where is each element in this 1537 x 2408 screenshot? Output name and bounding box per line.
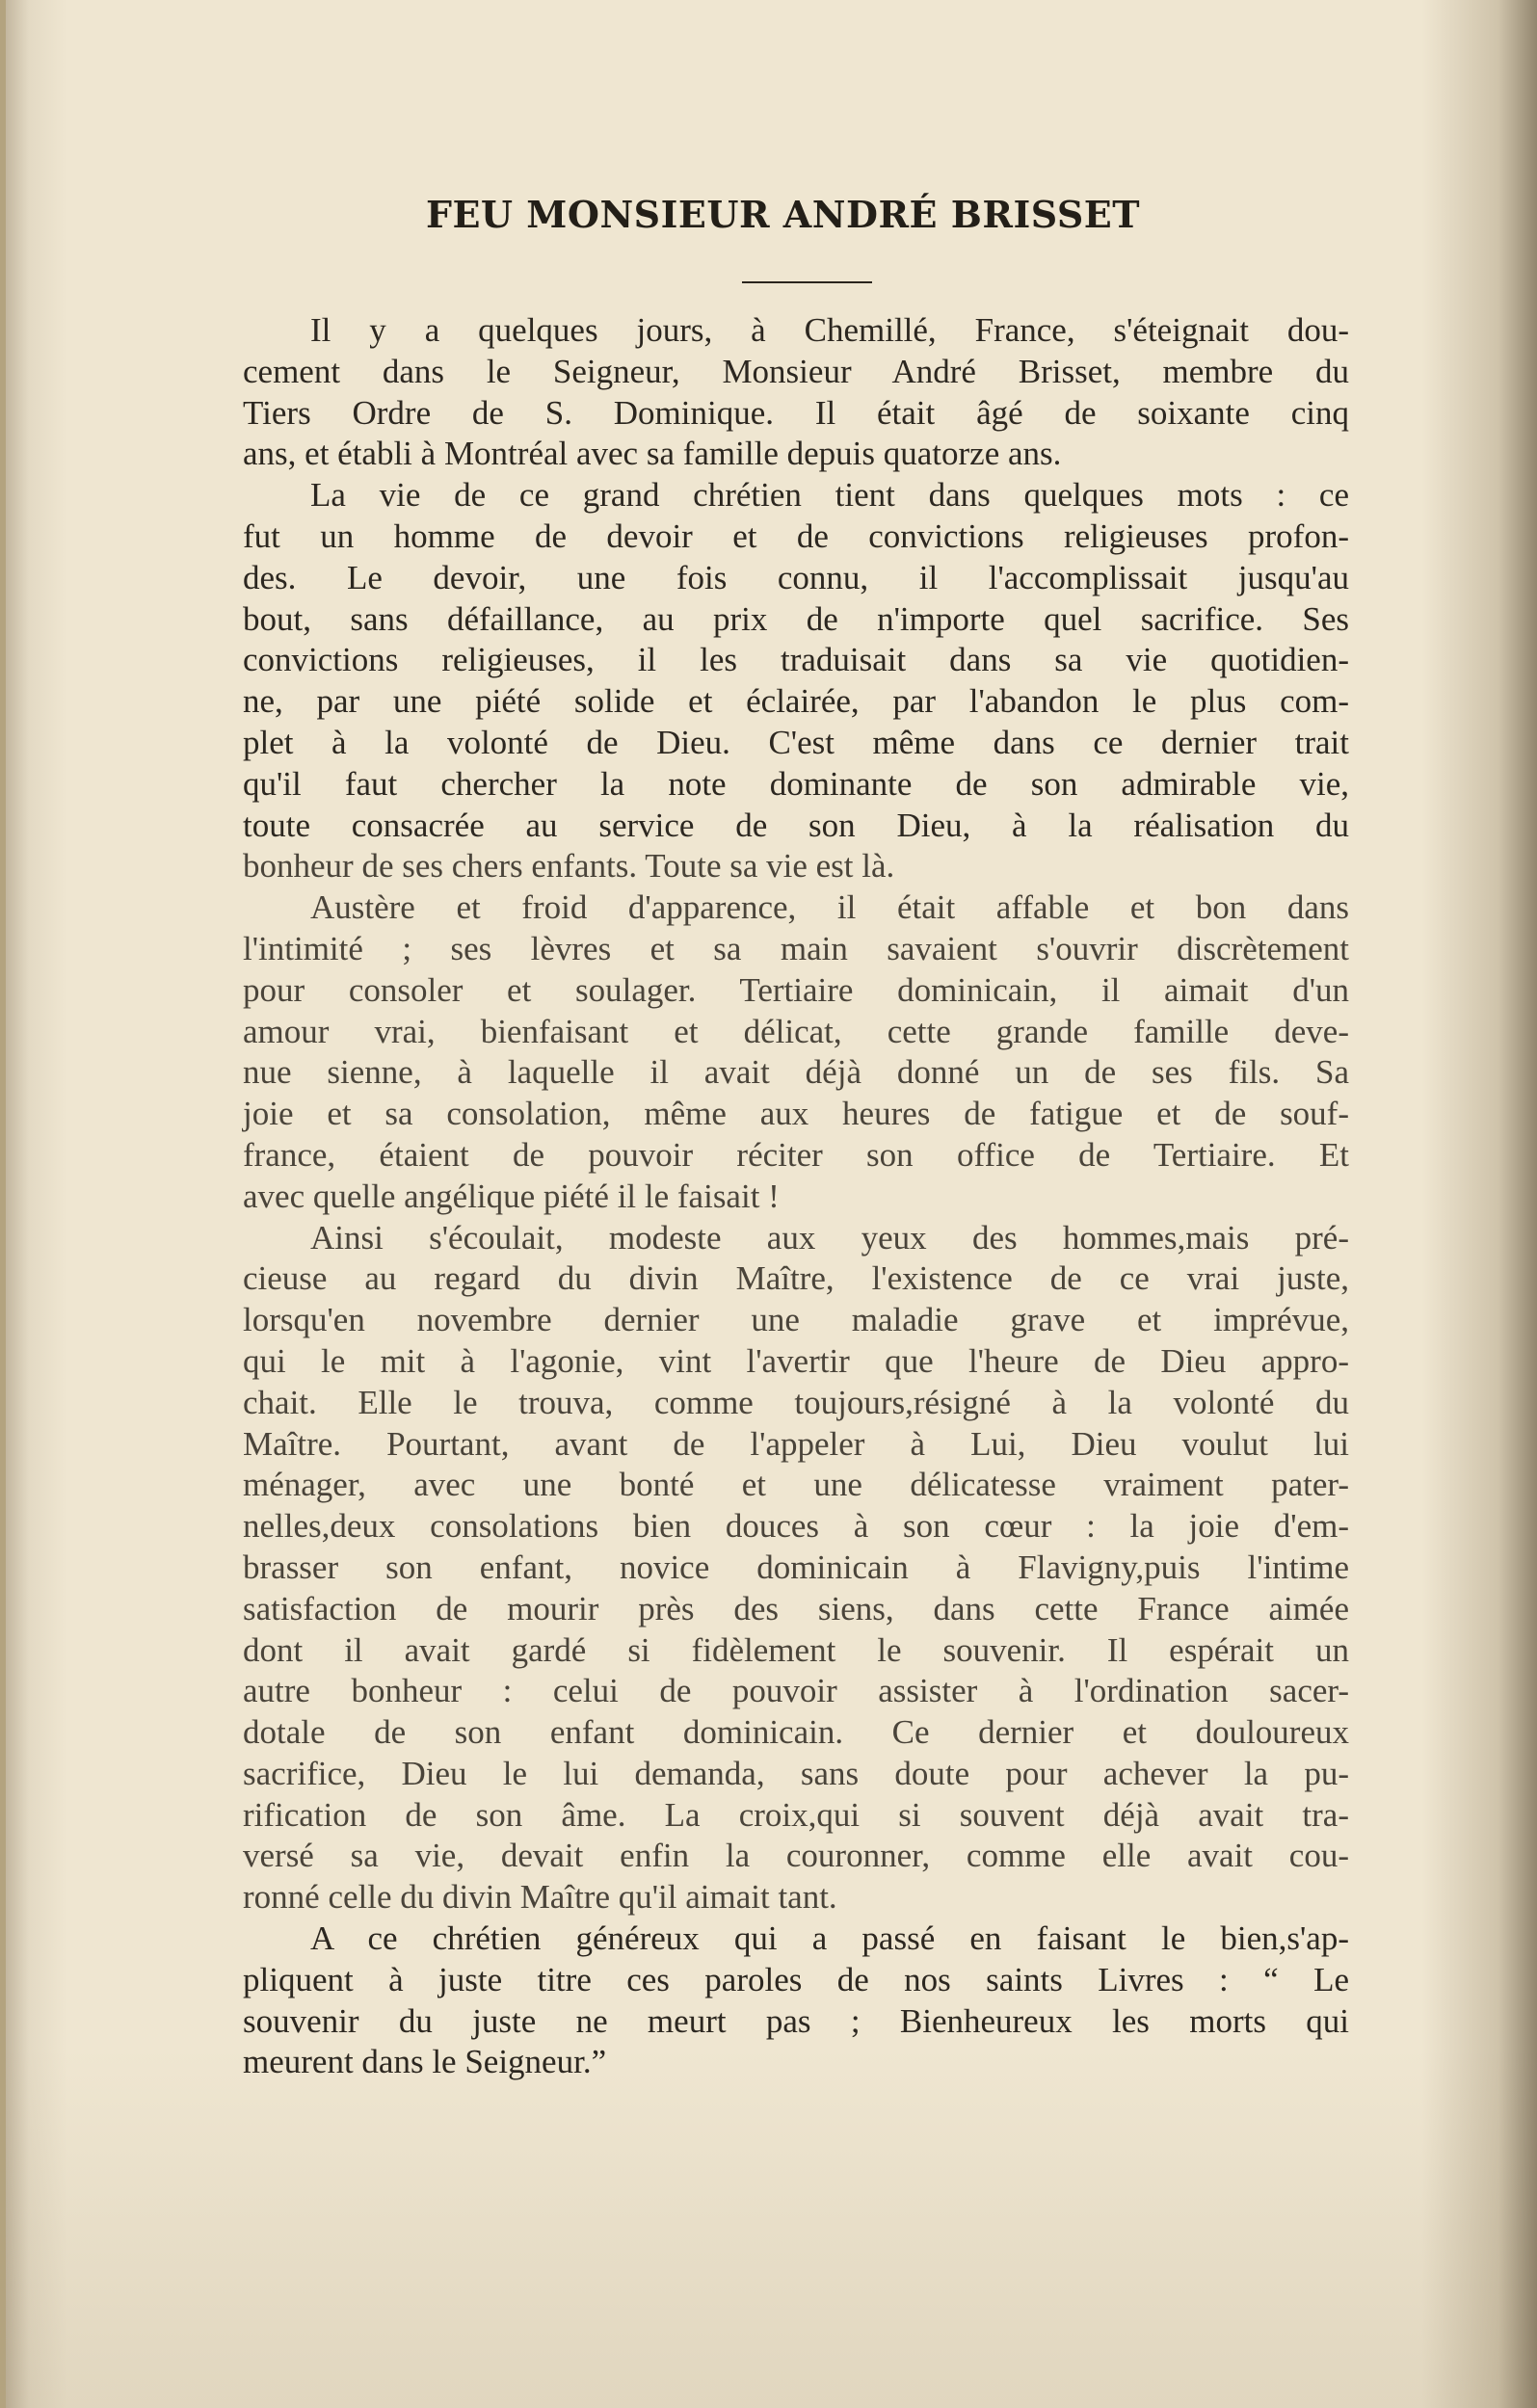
text-line: bout, sans défaillance, au prix de n'importe quel sacrifice. Ses [243,599,1349,638]
text-line: satisfaction de mourir près des siens, dans cette France aimée [243,1589,1349,1627]
text-line: ne, par une piété solide et éclairée, par l'abandon le plus com- [243,682,1349,721]
text-line: Maître. Pourtant, avant de l'appeler à Lui, Dieu voulut lui [243,1424,1349,1463]
text-line: france, étaient de pouvoir réciter son office de Tertiaire. Et [243,1135,1349,1174]
text-line: brasser son enfant, novice dominicain à Flavigny,puis l'intime [243,1548,1349,1586]
text-line: A ce chrétien généreux qui a passé en faisant le bien,s'ap- [310,1919,1349,1958]
text-line: toute consacrée au service de son Dieu, à la réalisation du [243,806,1349,844]
page-title: FEU MONSIEUR ANDRÉ BRISSET [425,193,1141,236]
text-line: meurent dans le Seigneur.” [243,2043,607,2081]
text-line: Il y a quelques jours, à Chemillé, France, s'éteignait dou- [310,311,1349,349]
text-line: amour vrai, bienfaisant et délicat, cette grande famille deve- [243,1012,1349,1050]
text-line: Tiers Ordre de S. Dominique. Il était âgé de soixante cinq [243,393,1349,432]
text-line: Austère et froid d'apparence, il était affable et bon dans [310,888,1349,927]
text-line: dotale de son enfant dominicain. Ce dernier et douloureux [243,1713,1349,1752]
text-line: souvenir du juste ne meurt pas ; Bienheureux les morts qui [243,2001,1349,2040]
text-line: ans, et établi à Montréal avec sa famille depuis quatorze ans. [243,435,1062,473]
text-line: autre bonheur : celui de pouvoir assister à l'ordination sacer- [243,1672,1349,1710]
text-line: fut un homme de devoir et de convictions religieuses profon- [243,516,1349,555]
text-line: rification de son âme. La croix,qui si souvent déjà avait tra- [243,1795,1349,1834]
text-line: cieuse au regard du divin Maître, l'existence de ce vrai juste, [243,1259,1349,1298]
page-spine-edge [0,0,6,2408]
title-divider [742,281,872,283]
text-line: qu'il faut chercher la note dominante de son admirable vie, [243,764,1349,803]
text-line: l'intimité ; ses lèvres et sa main savaient s'ouvrir discrètement [243,929,1349,967]
text-line: qui le mit à l'agonie, vint l'avertir que l'heure de Dieu appro- [243,1341,1349,1380]
text-line: sacrifice, Dieu le lui demanda, sans doute pour achever la pu- [243,1754,1349,1792]
text-line: La vie de ce grand chrétien tient dans quelques mots : ce [310,476,1349,515]
text-line: joie et sa consolation, même aux heures de fatigue et de souf- [243,1095,1349,1133]
text-line: bonheur de ses chers enfants. Toute sa vie est là. [243,847,895,886]
text-line: nelles,deux consolations bien douces à son cœur : la joie d'em- [243,1507,1349,1546]
text-line: pour consoler et soulager. Tertiaire dominicain, il aimait d'un [243,970,1349,1009]
text-line: Ainsi s'écoulait, modeste aux yeux des hommes,mais pré- [310,1218,1349,1257]
text-line: plet à la volonté de Dieu. C'est même dans ce dernier trait [243,723,1349,761]
text-line: ménager, avec une bonté et une délicatesse vraiment pater- [243,1466,1349,1504]
text-line: cement dans le Seigneur, Monsieur André Brisset, membre du [243,352,1349,390]
text-line: lorsqu'en novembre dernier une maladie grave et imprévue, [243,1301,1349,1339]
text-line: avec quelle angélique piété il le faisait ! [243,1177,780,1215]
article-body [243,310,1349,2083]
text-line: versé sa vie, devait enfin la couronner, comme elle avait cou- [243,1837,1349,1875]
text-line: ronné celle du divin Maître qu'il aimait tant. [243,1878,837,1917]
text-line: nue sienne, à laquelle il avait déjà donné un de ses fils. Sa [243,1053,1349,1092]
text-line: des. Le devoir, une fois connu, il l'accomplissait jusqu'au [243,558,1349,596]
text-line: dont il avait gardé si fidèlement le souvenir. Il espérait un [243,1630,1349,1669]
text-line: pliquent à juste titre ces paroles de nos saints Livres : “ Le [243,1960,1349,1998]
text-line: convictions religieuses, il les traduisait dans sa vie quotidien- [243,641,1349,679]
text-line: chait. Elle le trouva, comme toujours,résigné à la volonté du [243,1383,1349,1421]
